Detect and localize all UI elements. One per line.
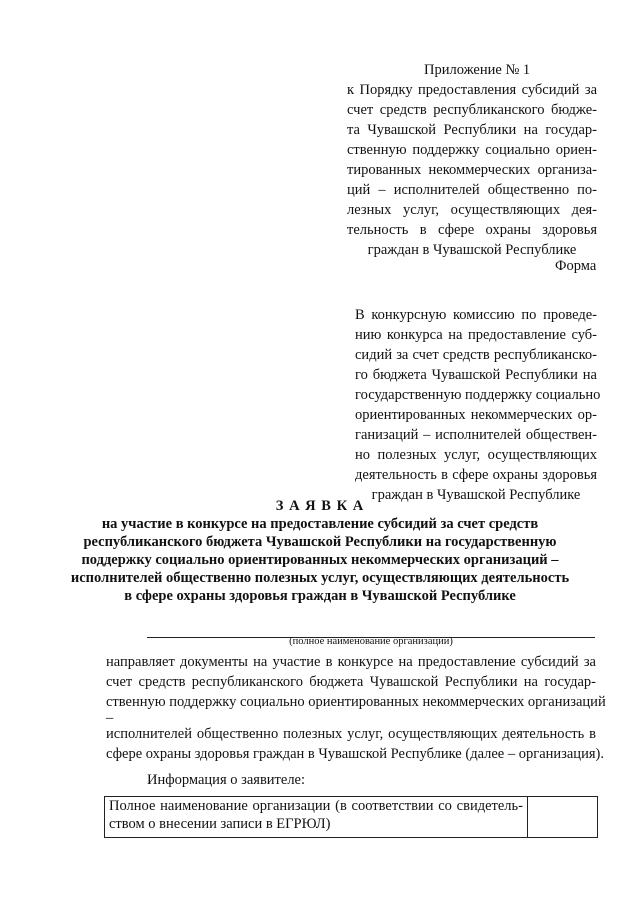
subtitle-line: республиканского бюджета Чувашской Республики на государственную — [83, 534, 557, 550]
table-label-line: Полное наименование организации (в соответствии со свидетель- — [109, 798, 523, 814]
org-name-caption: (полное наименование организации) — [289, 636, 453, 647]
appendix-line: лезных услуг, осуществляющих дея- — [347, 202, 597, 218]
table-label-cell — [105, 797, 528, 838]
addressee-line: ориентированных некоммерческих ор- — [355, 407, 597, 423]
addressee-line: но полезных услуг, осуществляющих — [355, 447, 597, 463]
appendix-line: к Порядку предоставления субсидий за — [347, 82, 597, 98]
applicant-info-table — [104, 796, 598, 838]
subtitle-line: поддержку социально ориентированных некоммерческих организаций – — [81, 552, 559, 568]
appendix-line: та Чувашской Республики на государ- — [347, 122, 597, 138]
info-label: Информация о заявителе: — [147, 772, 306, 788]
appendix-line: граждан в Чувашской Республике — [367, 242, 577, 258]
addressee-line: нию конкурса на предоставление суб- — [355, 327, 597, 343]
form-label: Форма — [555, 258, 597, 274]
body-line: счет средств республиканского бюджета Чувашской Республики на государ- — [106, 674, 596, 690]
body-line: – — [106, 710, 114, 726]
addressee-line: ганизаций – исполнителей обществен- — [355, 427, 597, 443]
body-line: ственную поддержку социально ориентированных некоммерческих организаций — [106, 694, 606, 710]
appendix-line: тированных некоммерческих организа- — [347, 162, 597, 178]
table-value-cell[interactable] — [528, 797, 598, 838]
addressee-line: сидий за счет средств республиканско- — [355, 347, 597, 363]
application-title: З А Я В К А — [275, 498, 365, 514]
table-row — [105, 797, 598, 838]
body-line: сфере охраны здоровья граждан в Чувашской Республике (далее – организация). — [106, 746, 604, 762]
addressee-line: го бюджета Чувашской Республики на — [355, 367, 597, 383]
addressee-line: деятельность в сфере охраны здоровья — [355, 467, 597, 483]
appendix-line: тельность в сфере охраны здоровья — [347, 222, 597, 238]
body-line: направляет документы на участие в конкурсе на предоставление субсидий за — [106, 654, 596, 670]
addressee-line: граждан в Чувашской Республике — [371, 487, 581, 503]
subtitle-line: в сфере охраны здоровья граждан в Чувашской Республике — [124, 588, 516, 604]
subtitle-line: на участие в конкурсе на предоставление субсидий за счет средств — [101, 516, 539, 532]
appendix-line: ций – исполнителей общественно по- — [347, 182, 597, 198]
body-line: исполнителей общественно полезных услуг, осуществляющих деятельность в — [106, 726, 596, 742]
table-label-line: ством о внесении записи в ЕГРЮЛ) — [109, 816, 331, 832]
subtitle-line: исполнителей общественно полезных услуг, осуществляющих деятельность — [70, 570, 570, 586]
addressee-line: В конкурсную комиссию по проведе- — [355, 307, 597, 323]
appendix-title: Приложение № 1 — [424, 62, 531, 78]
appendix-line: счет средств республиканского бюдже- — [347, 102, 597, 118]
addressee-line: государственную поддержку социально — [355, 387, 601, 403]
appendix-line: ственную поддержку социально ориен- — [347, 142, 597, 158]
